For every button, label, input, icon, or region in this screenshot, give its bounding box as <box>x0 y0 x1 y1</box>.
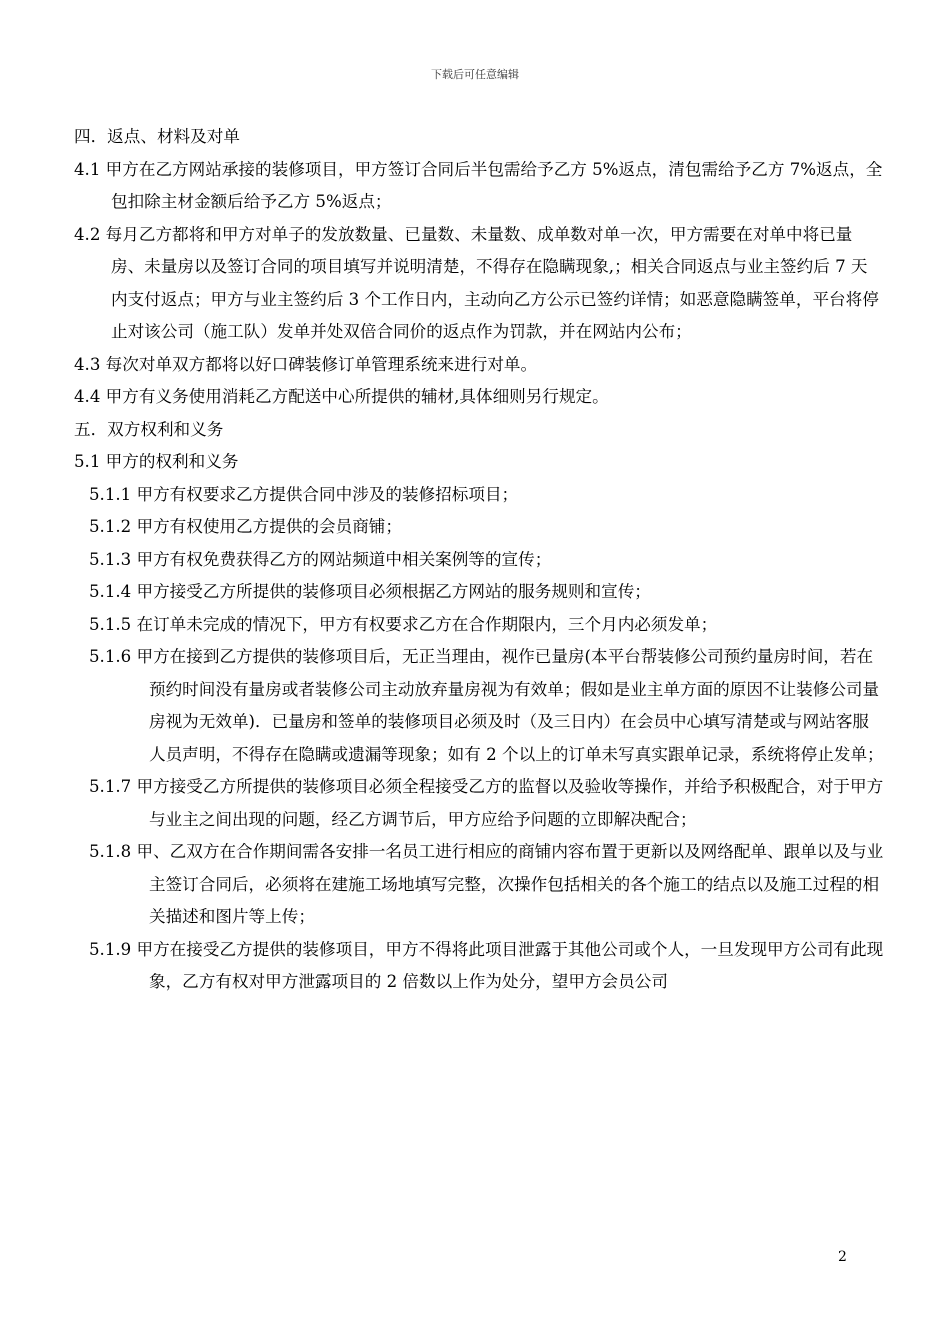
clause-4-1: 4.1 甲方在乙方网站承接的装修项目，甲方签订合同后半包需给予乙方 5%返点，清包需给予乙方 7%返点，全包扣除主材金额后给予乙方 5%返点； <box>74 159 883 211</box>
clause-5-1-4: 5.1.4 甲方接受乙方所提供的装修项目必须根据乙方网站的服务规则和宣传； <box>89 582 651 601</box>
clause-5-1-9: 5.1.9 甲方在接受乙方提供的装修项目，甲方不得将此项目泄露于其他公司或个人，一旦发现甲方公司有此现象，乙方有权对甲方泄露项目的 2 倍数以上作为处分，望甲方会员公司 <box>89 939 884 991</box>
document-body <box>74 121 884 999</box>
clause-5-1-3: 5.1.3 甲方有权免费获得乙方的网站频道中相关案例等的宣传； <box>89 549 552 569</box>
clause-4-3: 4.3 每次对单双方都将以好口碑装修订单管理系统来进行对单。 <box>74 354 538 374</box>
page-number: 2 <box>838 1249 847 1265</box>
clause-5-1-7: 5.1.7 甲方接受乙方所提供的装修项目必须全程接受乙方的监督以及验收等操作，并给予积极配合，对于甲方与业主之间出现的问题，经乙方调节后，甲方应给予问题的立即解决配合； <box>89 777 884 829</box>
clause-5-1-8: 5.1.8 甲、乙双方在合作期间需各安排一名员工进行相应的商铺内容布置于更新以及网络配单、跟单以及与业主签订合同后，必须将在建施工场地填写完整，次操作包括相关的各个施工的结点以及施工过程的相关描述和图片等上传； <box>89 842 884 926</box>
clause-4-4: 4.4 甲方有义务使用消耗乙方配送中心所提供的辅材,具体细则另行规定。 <box>74 387 609 406</box>
clause-5-1-6: 5.1.6 甲方在接到乙方提供的装修项目后，无正当理由，视作已量房(本平台帮装修公司预约量房时间，若在预约时间没有量房或者装修公司主动放弃量房视为有效单；假如是业主单方面的原因不让装修公司量房视为无效单)．已量房和签单的装修项目必须及时（及三日内）在会员中心填写清楚或与网站客服人员声明，不得存在隐瞒或遗漏等现象；如有 2 个以上的订单未写真实跟单记录，系统将停止发单； <box>89 647 884 764</box>
clause-4-2: 4.2 每月乙方都将和甲方对单子的发放数量、已量数、未量数、成单数对单一次，甲方需要在对单中将已量房、未量房以及签订合同的项目填写并说明清楚，不得存在隐瞒现象,；相关合同返点与业主签约后 7 天内支付返点；甲方与业主签约后 3 个工作日内，主动向乙方公示已签约详情；如恶意隐瞒签单，平台将停止对该公司（施工队）发单并处双倍合同价的返点作为罚款，并在网站内公布； <box>74 224 879 341</box>
clause-5-1-1: 5.1.1 甲方有权要求乙方提供合同中涉及的装修招标项目； <box>89 484 519 504</box>
clause-5-1-2: 5.1.2 甲方有权使用乙方提供的会员商铺； <box>89 517 402 536</box>
section-heading-4: 四．返点、材料及对单 <box>74 127 240 146</box>
page-header: 下载后可任意编辑 <box>431 68 519 81</box>
section-heading-5: 五．双方权利和义务 <box>74 419 224 439</box>
clause-5-1: 5.1 甲方的权利和义务 <box>74 452 239 471</box>
clause-5-1-5: 5.1.5 在订单未完成的情况下，甲方有权要求乙方在合作期限内，三个月内必须发单； <box>89 614 718 634</box>
